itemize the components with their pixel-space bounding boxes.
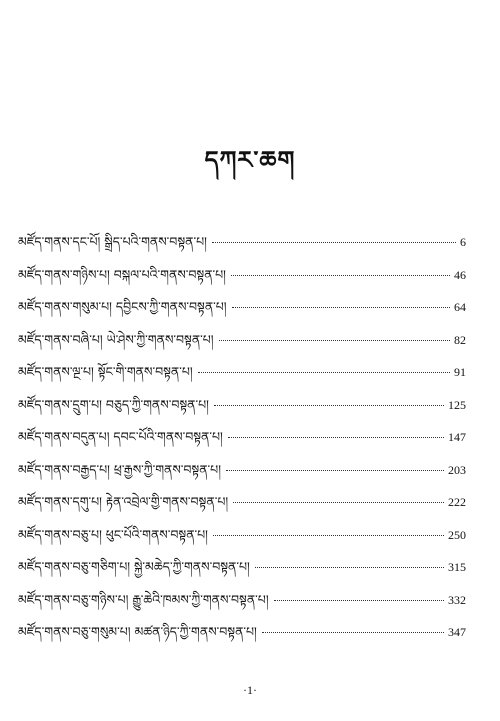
dot-leader xyxy=(214,405,444,406)
toc-entry[interactable] xyxy=(18,553,466,586)
toc-entry-title: མཛོད་གནས་གསུམ་པ། དབྱིངས་ཀྱི་གནས་བསྟན་པ། xyxy=(18,299,227,314)
dot-leader xyxy=(212,242,456,243)
toc-entry[interactable] xyxy=(18,586,466,619)
toc-entry-title: མཛོད་གནས་བདུན་པ། དབང་པོའི་གནས་བསྟན་པ། xyxy=(18,429,223,444)
dot-leader xyxy=(255,567,444,568)
toc-entry-title: མཛོད་གནས་བཅུ་གཉིས་པ། རྒྱུ་ཆེའི་ཁམས་ཀྱི་གནས་བསྟན་པ། xyxy=(18,591,269,607)
toc-entry-page: 315 xyxy=(448,560,466,574)
toc-entry-page: 82 xyxy=(454,332,466,347)
toc-entry-page: 147 xyxy=(448,430,466,444)
toc-entry-page: 64 xyxy=(454,300,466,314)
toc-entry-page: 332 xyxy=(448,592,466,607)
dot-leader xyxy=(219,340,450,341)
toc-entry-page: 125 xyxy=(448,397,466,412)
dot-leader xyxy=(226,470,444,471)
dot-leader xyxy=(274,600,444,601)
page-number: ·1· xyxy=(243,683,257,697)
toc-entry-title: མཛོད་གནས་བཞི་པ། ཡེ་ཤེས་ཀྱི་གནས་བསྟན་པ། xyxy=(18,331,214,347)
toc-entry-title: མཛོད་གནས་ལྔ་པ། སྟོང་གི་གནས་བསྟན་པ། xyxy=(18,364,193,379)
toc-entry[interactable] xyxy=(18,423,466,456)
toc-entry[interactable] xyxy=(18,228,466,261)
dot-leader xyxy=(198,372,450,373)
dot-leader xyxy=(228,437,444,438)
toc-entry-page: 91 xyxy=(454,365,466,379)
toc-entry-title: མཛོད་གནས་དྲུག་པ། བཅུད་ཀྱི་གནས་བསྟན་པ། xyxy=(18,396,209,412)
page-title: དཀར་ཆག xyxy=(204,145,296,174)
dot-leader xyxy=(231,275,450,276)
toc-entry[interactable] xyxy=(18,521,466,554)
toc-entry-page: 222 xyxy=(448,495,466,509)
toc-entry-title: མཛོད་གནས་བཅུ་གཅིག་པ། སྐྱེ་མཆེད་ཀྱི་གནས་བསྟན་པ། xyxy=(18,559,250,574)
toc-entry[interactable] xyxy=(18,456,466,489)
toc-entry[interactable] xyxy=(18,293,466,326)
toc-entry[interactable] xyxy=(18,358,466,391)
toc-entry-page: 203 xyxy=(448,462,466,477)
toc-entry-page: 250 xyxy=(448,527,466,542)
toc-entry[interactable] xyxy=(18,391,466,424)
dot-leader xyxy=(233,502,444,503)
toc-entry[interactable] xyxy=(18,618,466,651)
dot-leader xyxy=(262,632,444,633)
toc-entry-title: མཛོད་གནས་དང་པོ། སྒྲིད་པའི་གནས་བསྟན་པ། xyxy=(18,234,207,249)
toc-entry-title: མཛོད་གནས་བརྒྱད་པ། ཕྲ་རྒྱས་ཀྱི་གནས་བསྟན་པ། xyxy=(18,461,221,477)
dot-leader xyxy=(213,535,444,536)
toc-entry-title: མཛོད་གནས་དགུ་པ། རྟེན་འབྲེལ་གྱི་གནས་བསྟན་པ། xyxy=(18,494,229,509)
toc-entry-title: མཛོད་གནས་བཅུ་གསུམ་པ། མཚན་ཉིད་ཀྱི་གནས་བསྟན་པ། xyxy=(18,624,257,639)
toc-entry[interactable] xyxy=(18,261,466,294)
toc-entry-page: 347 xyxy=(448,625,466,639)
table-of-contents xyxy=(18,228,466,651)
toc-entry-title: མཛོད་གནས་བཅུ་པ། ཕུང་པོའི་གནས་བསྟན་པ། xyxy=(18,526,208,542)
dot-leader xyxy=(232,307,450,308)
toc-entry[interactable] xyxy=(18,488,466,521)
toc-entry-page: 46 xyxy=(454,267,466,282)
toc-entry[interactable] xyxy=(18,326,466,359)
toc-entry-page: 6 xyxy=(460,235,466,249)
toc-entry-title: མཛོད་གནས་གཉིས་པ། བསྐལ་པའི་གནས་བསྟན་པ། xyxy=(18,266,226,282)
